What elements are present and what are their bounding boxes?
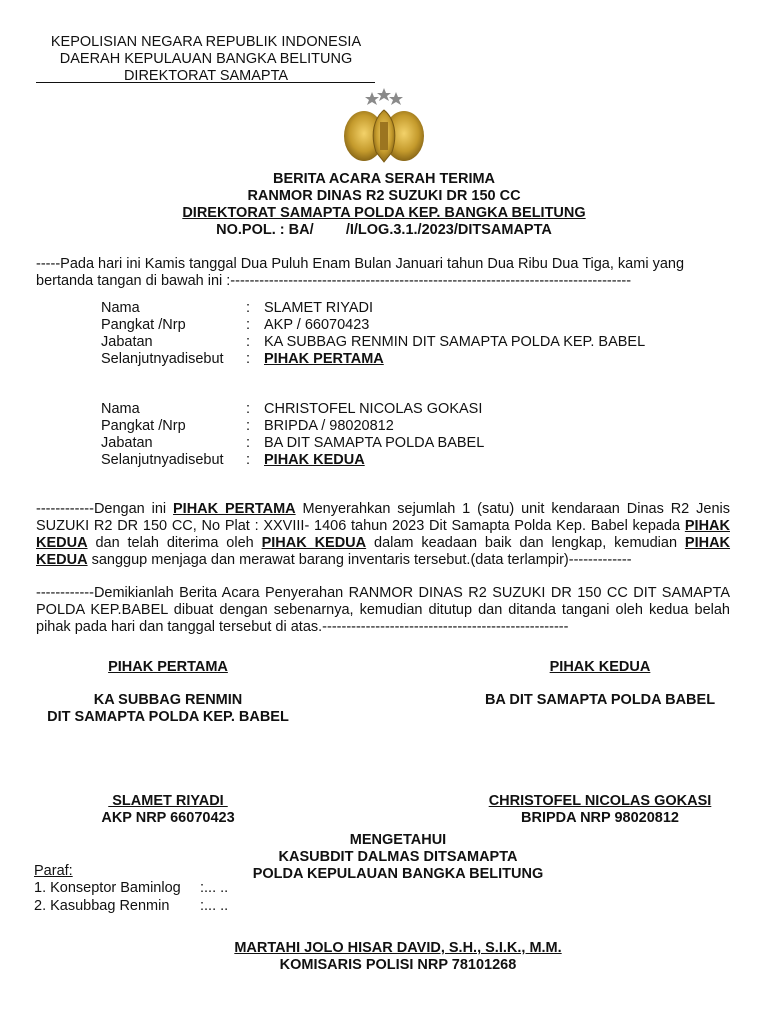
party2-row <box>101 452 365 469</box>
party2-heading-wrap <box>470 659 730 676</box>
party2-signer-rank: BRIPDA NRP 98020812 <box>521 810 679 826</box>
paraf-item-label: 1. Konseptor Baminlog <box>34 880 181 896</box>
colon: : <box>246 452 251 468</box>
closing-paragraph: ------------Demikianlah Berita Acara Penyerahan RANMOR DINAS R2 SUZUKI DR 150 CC DIT SAMAPTA POLDA KEP.BABEL dibuat dengan sebenarnya, kemudian ditutup dan ditanda tangani oleh kedua belah pihak pada hari dan tanggal tersebut di atas.--------------------------------------------------- <box>36 585 730 635</box>
party1-name-label: Nama <box>101 300 140 316</box>
party2-row <box>101 401 482 418</box>
paraf-item-label: 2. Kasubbag Renmin <box>34 898 170 914</box>
party1-position-label: Jabatan <box>101 334 153 350</box>
party1-signer-name: SLAMET RIYADI <box>108 793 228 809</box>
party2-name-label: Nama <box>101 401 140 417</box>
party1-alias-label: Selanjutnyadisebut <box>101 351 224 367</box>
party1-position-value: KA SUBBAG RENMIN DIT SAMAPTA POLDA KEP. BABEL <box>264 334 646 350</box>
paraf-item <box>34 898 228 915</box>
party1-name-value: SLAMET RIYADI <box>264 300 374 316</box>
text: Menyerahkan sejumlah 1 (satu) unit kendaraan Dinas R2 Jenis SUZUKI R2 DR 150 CC, No Plat : XXVIII- 1406 tahun 2023 Dit Samapta Polda Kep. Babel kepada <box>36 501 730 534</box>
letterhead-line-1: KEPOLISIAN NEGARA REPUBLIK INDONESIA <box>50 34 362 50</box>
colon: : <box>246 317 251 333</box>
approval-signer-rank: KOMISARIS POLISI NRP 78101268 <box>279 957 517 973</box>
text: dan telah diterima oleh <box>87 535 262 551</box>
doc-subtitle: RANMOR DINAS R2 SUZUKI DR 150 CC <box>247 188 521 204</box>
doc-number: NO.POL. : BA/ /I/LOG.3.1./2023/DITSAMAPTA <box>216 222 552 238</box>
party2-rank-value: BRIPDA / 98020812 <box>264 418 394 434</box>
intro-paragraph: -----Pada hari ini Kamis tanggal Dua Puluh Enam Bulan Januari tahun Dua Ribu Dua Tiga, kami yang bertanda tangan di bawah ini :----------------------------------------------------------------------------------- <box>36 256 685 289</box>
paraf-item <box>34 880 228 897</box>
party1-rank-label: Pangkat /Nrp <box>101 317 186 333</box>
party1-position-line2: DIT SAMAPTA POLDA KEP. BABEL <box>47 709 289 725</box>
party1-position-line1: KA SUBBAG RENMIN <box>93 692 243 708</box>
colon: : <box>246 418 251 434</box>
paraf-title: Paraf: <box>34 863 73 879</box>
party1-signer-rank: AKP NRP 66070423 <box>101 810 235 826</box>
letterhead-line-2: DAERAH KEPULAUAN BANGKA BELITUNG <box>59 51 353 67</box>
party1-row <box>101 334 645 351</box>
letterhead-divider <box>36 82 375 83</box>
party2-ref: PIHAK KEDUA <box>261 535 367 551</box>
party2-signer-wrap <box>470 793 730 810</box>
party2-row <box>101 435 484 452</box>
approval-position: KASUBDIT DALMAS DITSAMAPTA <box>278 849 518 865</box>
text: ------------Dengan ini <box>36 501 174 517</box>
party2-alias-value: PIHAK KEDUA <box>264 452 365 468</box>
party2-heading: PIHAK KEDUA <box>549 659 651 675</box>
party2-position-line1: BA DIT SAMAPTA POLDA BABEL <box>484 692 716 708</box>
party1-row <box>101 317 369 334</box>
approval-signer-wrap <box>0 940 768 957</box>
handover-paragraph <box>36 501 730 569</box>
party2-row <box>101 418 394 435</box>
doc-title: BERITA ACARA SERAH TERIMA <box>272 171 496 187</box>
party2-alias-label: Selanjutnyadisebut <box>101 452 224 468</box>
paraf-title-wrap <box>34 863 73 880</box>
party2-ref: PIHAK KEDUA <box>36 518 730 551</box>
text: sanggup menjaga dan merawat barang inventaris tersebut.(data terlampir)------------- <box>87 552 632 568</box>
colon: : <box>246 435 251 451</box>
party1-row <box>101 351 384 368</box>
party1-signer-wrap <box>36 793 300 810</box>
colon: : <box>246 351 251 367</box>
paraf-item-value: :... .. <box>200 880 229 896</box>
party1-heading-wrap <box>36 659 300 676</box>
party2-signer-name: CHRISTOFEL NICOLAS GOKASI <box>488 793 712 809</box>
party2-name-value: CHRISTOFEL NICOLAS GOKASI <box>264 401 483 417</box>
doc-directorate: DIREKTORAT SAMAPTA POLDA KEP. BANGKA BELITUNG <box>182 205 586 221</box>
party2-ref: PIHAK KEDUA <box>36 535 731 568</box>
doc-directorate-wrap <box>0 205 768 222</box>
party2-position-label: Jabatan <box>101 435 153 451</box>
party1-rank-value: AKP / 66070423 <box>264 317 370 333</box>
colon: : <box>246 300 251 316</box>
party1-alias-value: PIHAK PERTAMA <box>264 351 384 367</box>
colon: : <box>246 401 251 417</box>
party1-ref: PIHAK PERTAMA <box>173 501 296 517</box>
approval-signer-name: MARTAHI JOLO HISAR DAVID, S.H., S.I.K., M.M. <box>234 940 562 956</box>
party2-rank-label: Pangkat /Nrp <box>101 418 186 434</box>
text: dalam keadaan baik dan lengkap, kemudian <box>366 535 685 551</box>
letterhead-line-3: DIREKTORAT SAMAPTA <box>123 68 289 84</box>
colon: : <box>246 334 251 350</box>
paraf-item-value: :... .. <box>200 898 229 914</box>
party1-row <box>101 300 373 317</box>
approval-unit: POLDA KEPULAUAN BANGKA BELITUNG <box>252 866 544 882</box>
police-emblem-icon <box>334 88 434 166</box>
party1-heading: PIHAK PERTAMA <box>108 659 228 675</box>
party2-position-value: BA DIT SAMAPTA POLDA BABEL <box>264 435 485 451</box>
approval-heading: MENGETAHUI <box>349 832 447 848</box>
letterhead <box>36 34 376 85</box>
